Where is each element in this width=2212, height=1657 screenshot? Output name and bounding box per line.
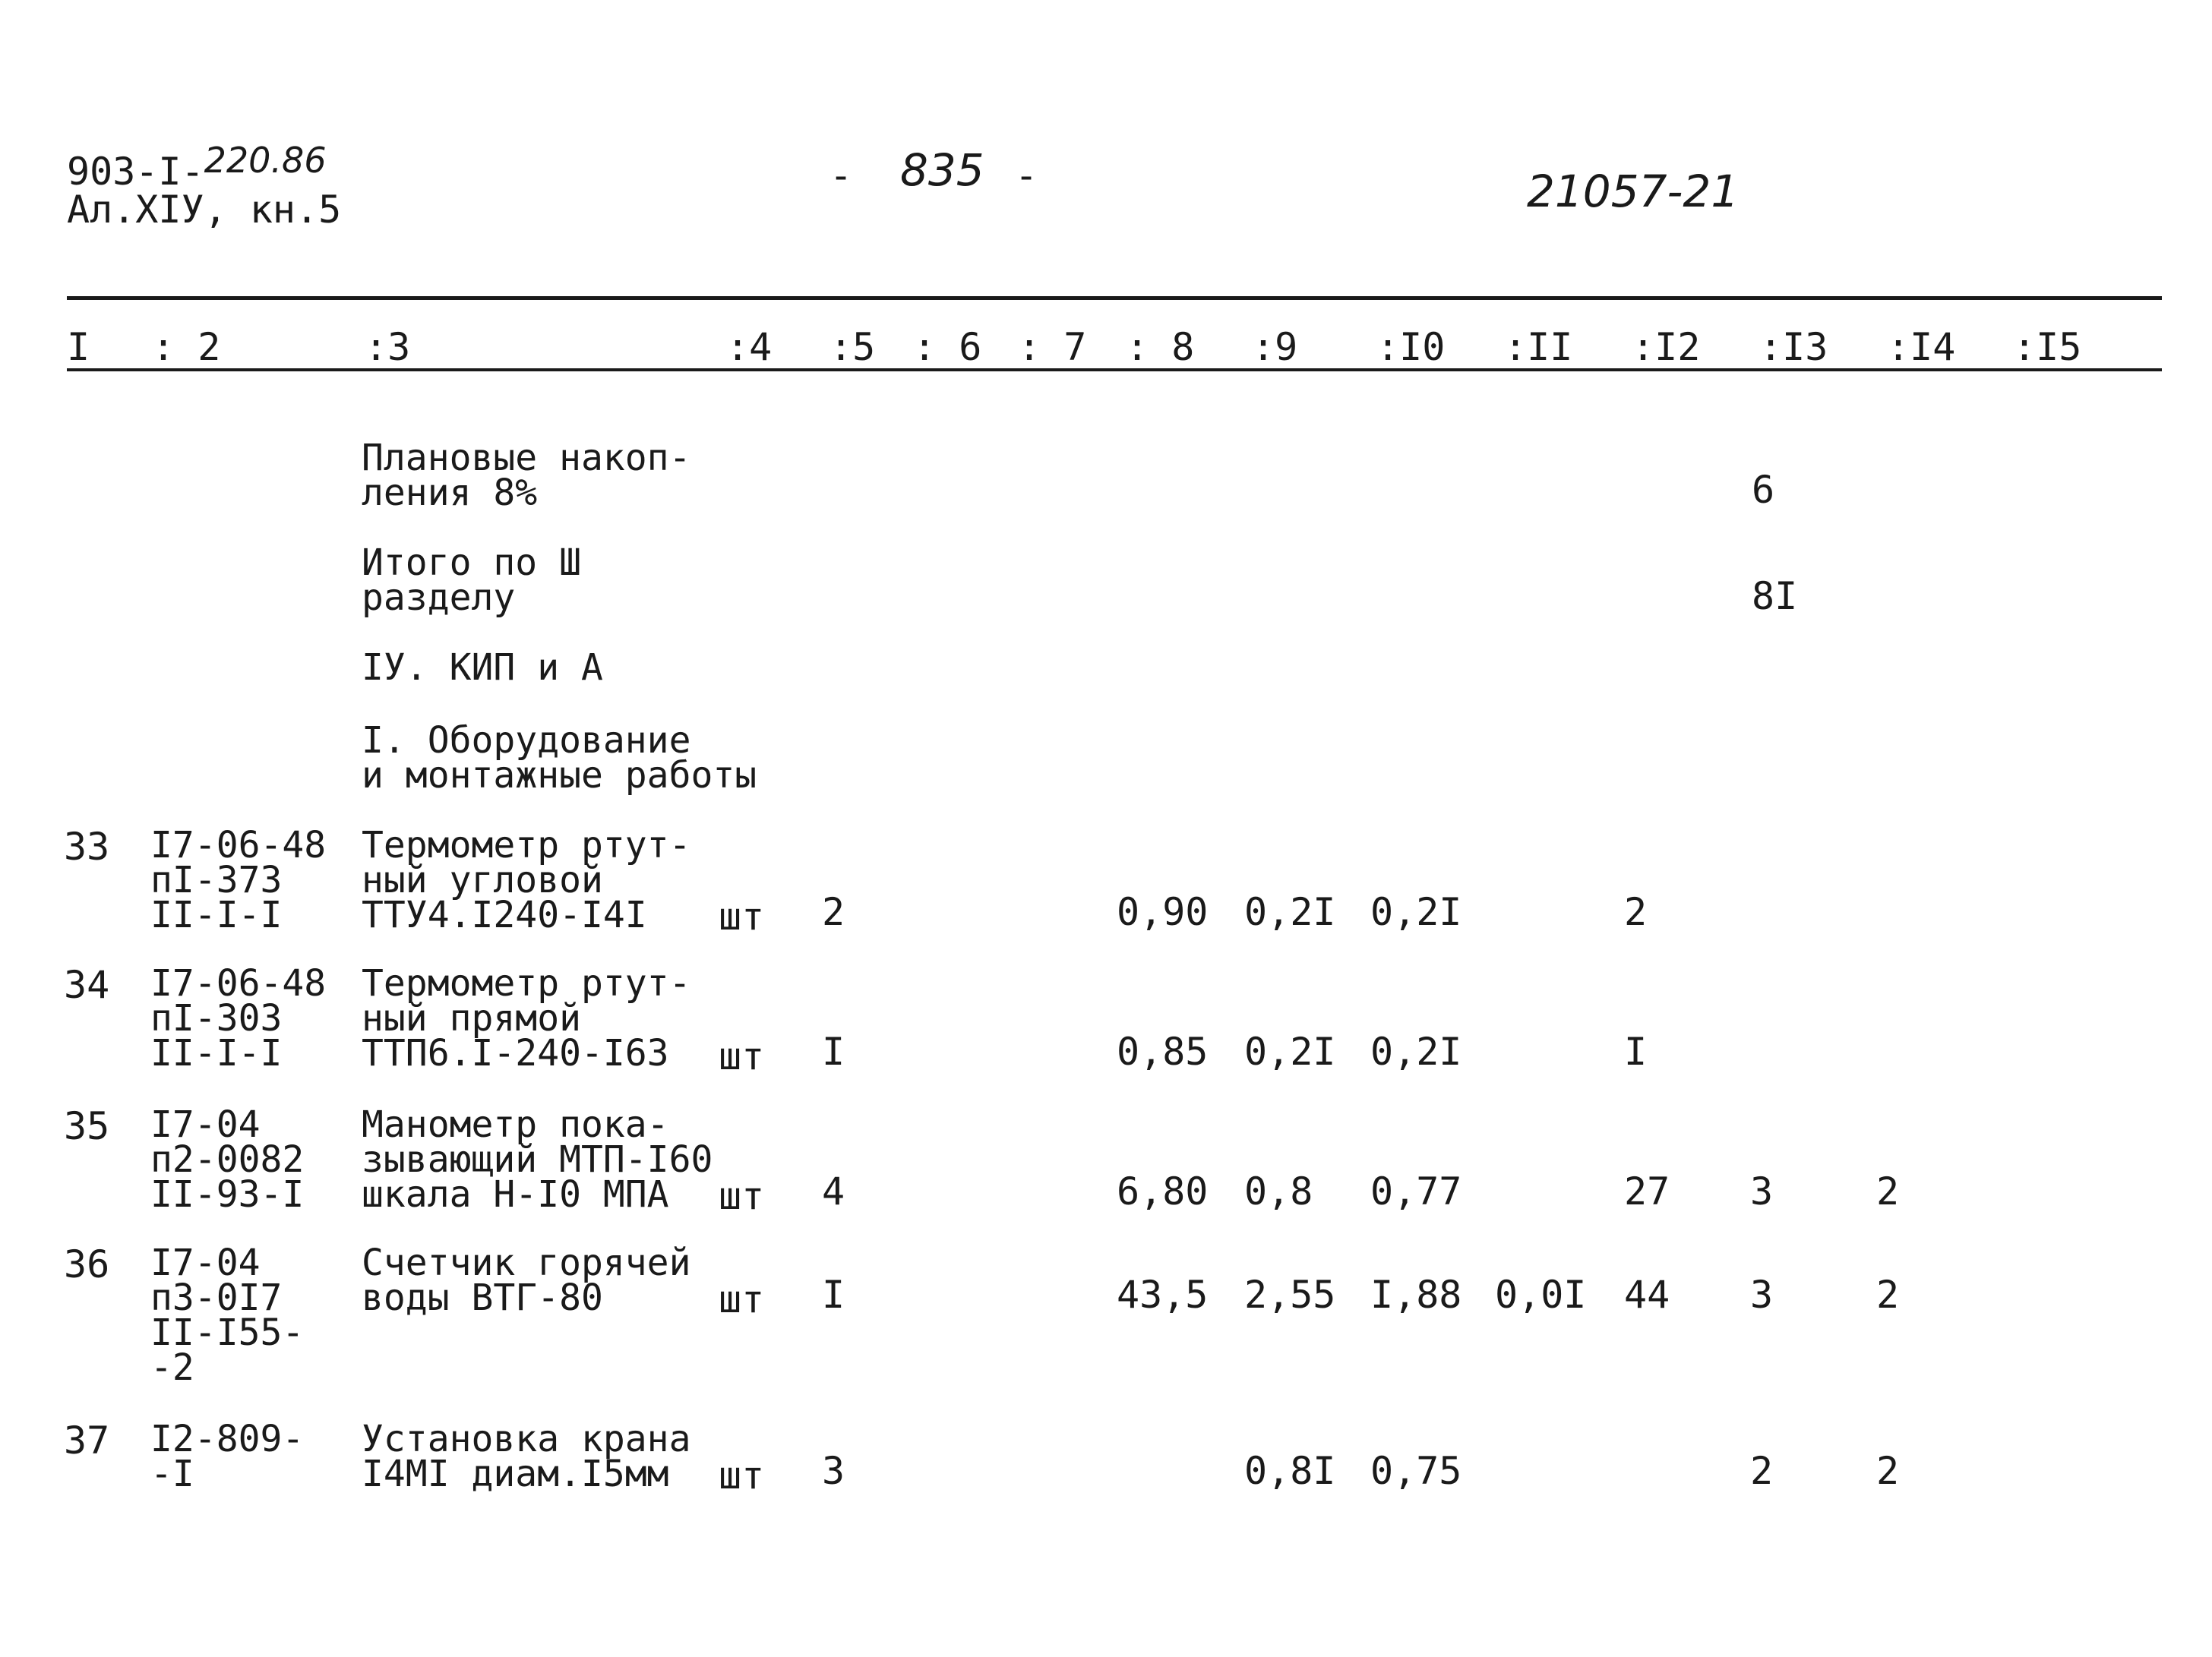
summary-label-section-total: Итого по Ш разделу bbox=[362, 541, 581, 619]
subsection-title: I. Оборудование и монтажные работы bbox=[362, 719, 757, 797]
row-name: Счетчик горячей воды ВТГ-80 bbox=[362, 1242, 691, 1319]
column-header-7: : 7 bbox=[1018, 325, 1087, 369]
row-col14: 2 bbox=[1876, 1169, 1900, 1214]
row-col11: 0,0I bbox=[1495, 1273, 1587, 1317]
summary-value-section-total: 8I bbox=[1752, 574, 1798, 618]
row-col8: 6,80 bbox=[1117, 1169, 1209, 1214]
row-col10: 0,75 bbox=[1370, 1449, 1462, 1493]
row-number: 33 bbox=[64, 825, 110, 869]
row-col9: 0,8 bbox=[1244, 1169, 1313, 1214]
row-code: I7-04 п2-0082 II-93-I bbox=[150, 1103, 305, 1216]
summary-value-planned-accumulations: 6 bbox=[1752, 468, 1775, 512]
column-header-6: : 6 bbox=[913, 325, 982, 369]
row-unit: шт bbox=[719, 1453, 765, 1498]
sheet-code: 21057-21 bbox=[1527, 166, 1740, 217]
row-number: 36 bbox=[64, 1242, 110, 1286]
row-col12: I bbox=[1624, 1030, 1648, 1074]
row-col12: 2 bbox=[1624, 890, 1648, 934]
row-col10: 0,2I bbox=[1370, 890, 1462, 934]
row-unit: шт bbox=[719, 895, 765, 939]
document-code-handwritten: 220.86 bbox=[204, 140, 327, 181]
row-col10: I,88 bbox=[1370, 1273, 1462, 1317]
row-number: 34 bbox=[64, 963, 110, 1007]
row-col13: 2 bbox=[1750, 1449, 1774, 1493]
row-number: 37 bbox=[64, 1419, 110, 1463]
row-code: I7-06-48 пI-373 II-I-I bbox=[150, 824, 327, 936]
column-header-5: :5 bbox=[830, 325, 876, 369]
row-code: I7-04 п3-0I7 II-I55- -2 bbox=[150, 1242, 305, 1389]
row-name: Термометр ртут- ный угловой ТТУ4.I240-I4I bbox=[362, 824, 691, 936]
row-col14: 2 bbox=[1876, 1449, 1900, 1493]
row-name: Термометр ртут- ный прямой ТТП6.I-240-I63 bbox=[362, 962, 691, 1075]
row-col8: 43,5 bbox=[1117, 1273, 1209, 1317]
row-qty: I bbox=[822, 1273, 845, 1317]
row-col12: 27 bbox=[1624, 1169, 1670, 1214]
row-qty: 4 bbox=[822, 1169, 845, 1214]
row-code: I2-809- -I bbox=[150, 1418, 305, 1495]
column-header-11: :II bbox=[1504, 325, 1573, 369]
row-name: Установка крана I4MI диам.I5мм bbox=[362, 1418, 691, 1495]
row-col12: 44 bbox=[1624, 1273, 1670, 1317]
row-col13: 3 bbox=[1750, 1273, 1774, 1317]
summary-label-planned-accumulations: Плановые накоп- ления 8% bbox=[362, 437, 691, 514]
row-col10: 0,77 bbox=[1370, 1169, 1462, 1214]
row-col9: 0,2I bbox=[1244, 1030, 1336, 1074]
row-col8: 0,85 bbox=[1117, 1030, 1209, 1074]
row-number: 35 bbox=[64, 1104, 110, 1148]
row-col14: 2 bbox=[1876, 1273, 1900, 1317]
row-qty: 2 bbox=[822, 890, 845, 934]
page-dash-left: - bbox=[830, 153, 853, 197]
column-header-12: :I2 bbox=[1632, 325, 1701, 369]
table-top-rule bbox=[67, 296, 2162, 300]
row-qty: I bbox=[822, 1030, 845, 1074]
column-header-4: :4 bbox=[726, 325, 773, 369]
column-header-10: :I0 bbox=[1376, 325, 1446, 369]
column-header-8: : 8 bbox=[1126, 325, 1195, 369]
section-title: IУ. КИП и А bbox=[362, 646, 603, 689]
column-header-2: : 2 bbox=[152, 325, 221, 369]
page-dash-right: - bbox=[1015, 153, 1038, 197]
row-name: Манометр пока- зывающий МТП-I60 шкала Н-I0 МПА bbox=[362, 1103, 713, 1216]
column-header-15: :I5 bbox=[2013, 325, 2082, 369]
row-unit: шт bbox=[719, 1034, 765, 1078]
row-col13: 3 bbox=[1750, 1169, 1774, 1214]
row-col10: 0,2I bbox=[1370, 1030, 1462, 1074]
column-header-3: :3 bbox=[365, 325, 411, 369]
page-number: 835 bbox=[900, 144, 984, 196]
row-qty: 3 bbox=[822, 1449, 845, 1493]
row-col8: 0,90 bbox=[1117, 890, 1209, 934]
row-col9: 2,55 bbox=[1244, 1273, 1336, 1317]
document-code bbox=[67, 140, 327, 194]
column-header-13: :I3 bbox=[1759, 325, 1828, 369]
row-unit: шт bbox=[719, 1277, 765, 1321]
row-col9: 0,2I bbox=[1244, 890, 1336, 934]
column-header-1: I bbox=[67, 325, 90, 369]
row-col9: 0,8I bbox=[1244, 1449, 1336, 1493]
album-reference: Ал.XIУ, кн.5 bbox=[67, 188, 342, 232]
column-header-9: :9 bbox=[1252, 325, 1298, 369]
column-header-14: :I4 bbox=[1887, 325, 1956, 369]
row-code: I7-06-48 пI-303 II-I-I bbox=[150, 962, 327, 1075]
row-unit: шт bbox=[719, 1174, 765, 1218]
document-code-prefix: 903-I- bbox=[67, 150, 204, 194]
